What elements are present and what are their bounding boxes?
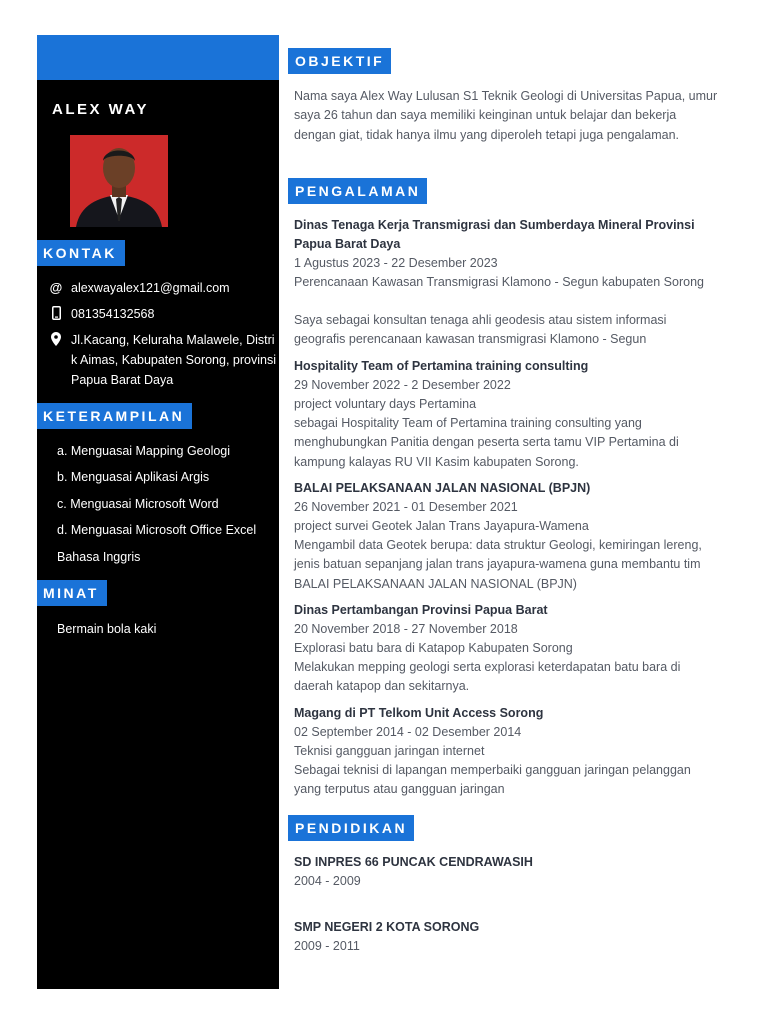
kontak-heading: KONTAK [37, 240, 125, 266]
experience-date: 1 Agustus 2023 - 22 Desember 2023 [294, 256, 498, 270]
education-years: 2004 - 2009 [294, 874, 361, 888]
objektif-text: Nama saya Alex Way Lulusan S1 Teknik Geologi di Universitas Papua, umur saya 26 tahun dan saya memiliki keinginan untuk belajar dan bekerja dengan giat, tidak hanya ilmu yang diperoleh tetapi juga pengalaman. [294, 89, 718, 142]
experience-description: Saya sebagai konsultan tenaga ahli geodesis atau sistem informasi geografis perencanaan kawasan transmigrasi Klamono - Segun [294, 313, 667, 347]
skill-item: c. Menguasai Microsoft Word [57, 497, 219, 511]
location-pin-icon [49, 332, 63, 348]
experience-description: Sebagai teknisi di lapangan memperbaiki gangguan jaringan pelanggan yang terputus atau gangguan jaringan [294, 763, 691, 797]
contact-address-row [49, 330, 277, 390]
experience-description: Melakukan mepping geologi serta explorasi keterdapatan batu bara di daerah katapop dan sekitarnya. [294, 660, 681, 694]
experience-title: Hospitality Team of Pertamina training consulting [294, 359, 589, 373]
experience-project: Teknisi gangguan jaringan internet [294, 744, 485, 758]
contact-phone-row [49, 304, 277, 324]
education-school: SD INPRES 66 PUNCAK CENDRAWASIH [294, 855, 533, 869]
minat-heading: MINAT [37, 580, 107, 606]
experience-description: Mengambil data Geotek berupa: data struktur Geologi, kemiringan lereng, jenis batuan sepanjang jalan trans jayapura-wamena guna membantu tim BALAI PELAKSANAAN JALAN NASIONAL (BPJN) [294, 538, 702, 591]
experience-title: BALAI PELAKSANAAN JALAN NASIONAL (BPJN) [294, 481, 591, 495]
skill-item: d. Menguasai Microsoft Office Excel [57, 523, 257, 537]
at-icon: @ [49, 280, 63, 295]
skill-item: b. Menguasai Aplikasi Argis [57, 470, 210, 484]
experience-date: 02 September 2014 - 02 Desember 2014 [294, 725, 522, 739]
experience-project: project voluntary days Pertamina [294, 397, 477, 411]
candidate-name: ALEX WAY [52, 101, 149, 118]
sidebar-accent-bar [37, 35, 279, 80]
experience-title: Dinas Tenaga Kerja Transmigrasi dan Sumberdaya Mineral Provinsi Papua Barat Daya [294, 218, 695, 252]
phone-text: 081354132568 [71, 307, 155, 321]
experience-title: Magang di PT Telkom Unit Access Sorong [294, 706, 544, 720]
minat-item: Bermain bola kaki [57, 622, 157, 636]
sidebar [37, 35, 279, 989]
experience-project: project survei Geotek Jalan Trans Jayapura-Wamena [294, 519, 589, 533]
skill-item: Bahasa Inggris [57, 550, 141, 564]
skill-item: a. Menguasai Mapping Geologi [57, 444, 231, 458]
education-years: 2009 - 2011 [294, 939, 360, 953]
experience-date: 29 November 2022 - 2 Desember 2022 [294, 378, 511, 392]
experience-description: sebagai Hospitality Team of Pertamina training consulting yang menghubungkan Panitia dengan peserta serta tamu VIP Pertamina di kampung kalayas RU VII Kasim kabupaten Sorong. [294, 416, 679, 469]
address-text: Jl.Kacang, Keluraha Malawele, Distrik Aimas, Kabupaten Sorong, provinsi Papua Barat Daya [71, 333, 276, 387]
contact-email-row [49, 278, 277, 298]
pengalaman-heading: PENGALAMAN [288, 178, 427, 204]
profile-photo [70, 135, 168, 227]
experience-date: 20 November 2018 - 27 November 2018 [294, 622, 518, 636]
experience-title: Dinas Pertambangan Provinsi Papua Barat [294, 603, 548, 617]
profile-photo-image [70, 135, 168, 227]
education-school: SMP NEGERI 2 KOTA SORONG [294, 920, 480, 934]
pendidikan-heading: PENDIDIKAN [288, 815, 414, 841]
experience-date: 26 November 2021 - 01 Desember 2021 [294, 500, 518, 514]
objektif-heading: OBJEKTIF [288, 48, 391, 74]
phone-icon [49, 306, 63, 322]
email-text: alexwayalex121@gmail.com [71, 281, 230, 295]
experience-project: Explorasi batu bara di Katapop Kabupaten Sorong [294, 641, 573, 655]
keterampilan-heading: KETERAMPILAN [37, 403, 192, 429]
experience-project: Perencanaan Kawasan Transmigrasi Klamono - Segun kabupaten Sorong [294, 275, 704, 289]
